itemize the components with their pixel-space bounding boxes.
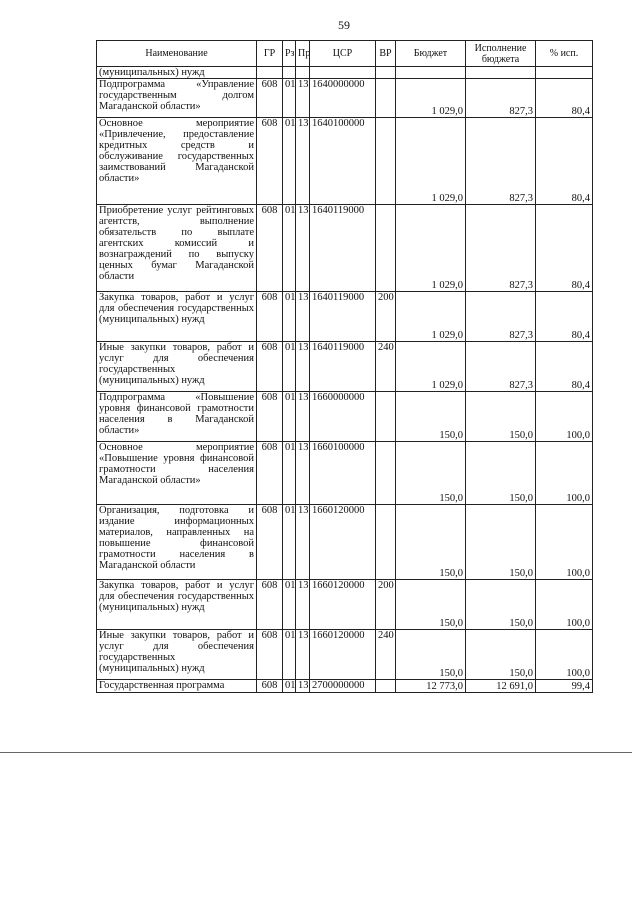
row-execution: 827,3 [466,79,536,118]
col-header-gr: ГР [257,41,283,67]
row-percent: 80,4 [536,118,593,205]
row-execution: 827,3 [466,292,536,342]
row-pr: 13 [296,580,310,630]
col-header-pr: Пр [296,41,310,67]
row-budget: 1 029,0 [396,342,466,392]
row-budget: 1 029,0 [396,118,466,205]
row-pr: 13 [296,118,310,205]
row-gr: 608 [257,392,283,442]
row-percent: 100,0 [536,580,593,630]
row-budget: 150,0 [396,505,466,580]
row-vr [376,392,396,442]
table-row [97,392,593,442]
row-rz: 01 [283,292,296,342]
row-vr [376,79,396,118]
row-pr: 13 [296,442,310,505]
row-name: Основное мероприятие «Повышение уровня финансовой грамотности населения Магаданской области» [97,442,257,505]
row-csr: 1660120000 [310,630,376,680]
row-percent [536,67,593,79]
table-row [97,505,593,580]
row-execution: 150,0 [466,505,536,580]
row-vr [376,680,396,693]
row-percent: 100,0 [536,630,593,680]
row-budget: 150,0 [396,630,466,680]
row-name: Организация, подготовка и издание информационных материалов, направленных на повышение финансовой грамотности населения в Магаданской области [97,505,257,580]
col-header-percent: % исп. [536,41,593,67]
table-row [97,79,593,118]
table-row [97,630,593,680]
row-pr: 13 [296,505,310,580]
row-execution: 827,3 [466,118,536,205]
row-name: Приобретение услуг рейтинговых агентств, выполнение обязательств по выплате агентских комиссий и вознаграждений по выпуску ценных бумаг Магаданской области [97,205,257,292]
row-name: Закупка товаров, работ и услуг для обеспечения государственных (муниципальных) нужд [97,580,257,630]
col-header-execution: Исполнение бюджета [466,41,536,67]
row-gr: 608 [257,118,283,205]
row-rz: 01 [283,79,296,118]
row-pr: 13 [296,79,310,118]
row-name: Подпрограмма «Повышение уровня финансовой грамотности населения в Магаданской области» [97,392,257,442]
page-divider-line [0,752,632,753]
row-vr: 200 [376,580,396,630]
row-name: Основное мероприятие «Привлечение, предоставление кредитных средств и обслуживание государственных заимствований Магаданской области» [97,118,257,205]
row-csr [310,67,376,79]
table-header-row [97,41,593,67]
row-budget: 1 029,0 [396,79,466,118]
row-percent: 80,4 [536,342,593,392]
row-csr: 1640000000 [310,79,376,118]
row-percent: 100,0 [536,392,593,442]
row-gr: 608 [257,630,283,680]
row-pr: 13 [296,205,310,292]
row-gr: 608 [257,79,283,118]
row-percent: 100,0 [536,442,593,505]
row-rz: 01 [283,580,296,630]
table-row [97,292,593,342]
row-name: (муниципальных) нужд [97,67,257,79]
page-number: 59 [338,18,350,32]
row-pr: 13 [296,630,310,680]
row-vr [376,67,396,79]
table-row [97,680,593,693]
row-execution: 150,0 [466,442,536,505]
row-rz [283,67,296,79]
row-gr: 608 [257,505,283,580]
row-name: Подпрограмма «Управление государственным долгом Магаданской области» [97,79,257,118]
col-header-csr: ЦСР [310,41,376,67]
row-name: Иные закупки товаров, работ и услуг для обеспечения государственных (муниципальных) нужд [97,630,257,680]
row-pr: 13 [296,342,310,392]
row-pr: 13 [296,292,310,342]
row-budget: 1 029,0 [396,205,466,292]
row-budget: 150,0 [396,442,466,505]
col-header-rz: Рз [283,41,296,67]
table-row [97,442,593,505]
row-percent: 99,4 [536,680,593,693]
table-row [97,118,593,205]
row-gr: 608 [257,205,283,292]
row-csr: 1660100000 [310,442,376,505]
row-vr [376,505,396,580]
row-percent: 100,0 [536,505,593,580]
row-budget: 150,0 [396,392,466,442]
row-pr [296,67,310,79]
row-name: Иные закупки товаров, работ и услуг для обеспечения государственных (муниципальных) нужд [97,342,257,392]
row-gr: 608 [257,292,283,342]
row-execution: 827,3 [466,342,536,392]
row-vr [376,118,396,205]
row-rz: 01 [283,342,296,392]
row-csr: 1660120000 [310,505,376,580]
table-row [97,580,593,630]
row-execution: 12 691,0 [466,680,536,693]
row-csr: 2700000000 [310,680,376,693]
row-csr: 1640119000 [310,205,376,292]
col-header-vr: ВР [376,41,396,67]
row-csr: 1640100000 [310,118,376,205]
row-execution [466,67,536,79]
row-gr: 608 [257,680,283,693]
row-rz: 01 [283,630,296,680]
row-csr: 1640119000 [310,342,376,392]
row-csr: 1640119000 [310,292,376,342]
row-gr: 608 [257,342,283,392]
row-gr: 608 [257,442,283,505]
row-execution: 150,0 [466,630,536,680]
row-vr: 240 [376,342,396,392]
table-row [97,205,593,292]
row-budget: 1 029,0 [396,292,466,342]
row-vr [376,205,396,292]
row-rz: 01 [283,505,296,580]
row-gr: 608 [257,580,283,630]
table-row [97,67,593,79]
row-vr: 240 [376,630,396,680]
row-vr [376,442,396,505]
row-rz: 01 [283,680,296,693]
row-csr: 1660120000 [310,580,376,630]
row-execution: 150,0 [466,580,536,630]
row-gr [257,67,283,79]
col-header-budget: Бюджет [396,41,466,67]
row-rz: 01 [283,442,296,505]
row-budget [396,67,466,79]
row-budget: 150,0 [396,580,466,630]
row-rz: 01 [283,205,296,292]
row-name: Государственная программа [97,680,257,693]
row-name: Закупка товаров, работ и услуг для обеспечения государственных (муниципальных) нужд [97,292,257,342]
row-rz: 01 [283,392,296,442]
row-budget: 12 773,0 [396,680,466,693]
row-csr: 1660000000 [310,392,376,442]
row-rz: 01 [283,118,296,205]
row-execution: 150,0 [466,392,536,442]
row-percent: 80,4 [536,292,593,342]
row-percent: 80,4 [536,205,593,292]
row-vr: 200 [376,292,396,342]
row-pr: 13 [296,392,310,442]
table-row [97,342,593,392]
budget-table [96,40,593,693]
row-execution: 827,3 [466,205,536,292]
row-pr: 13 [296,680,310,693]
col-header-name: Наименование [97,41,257,67]
row-percent: 80,4 [536,79,593,118]
